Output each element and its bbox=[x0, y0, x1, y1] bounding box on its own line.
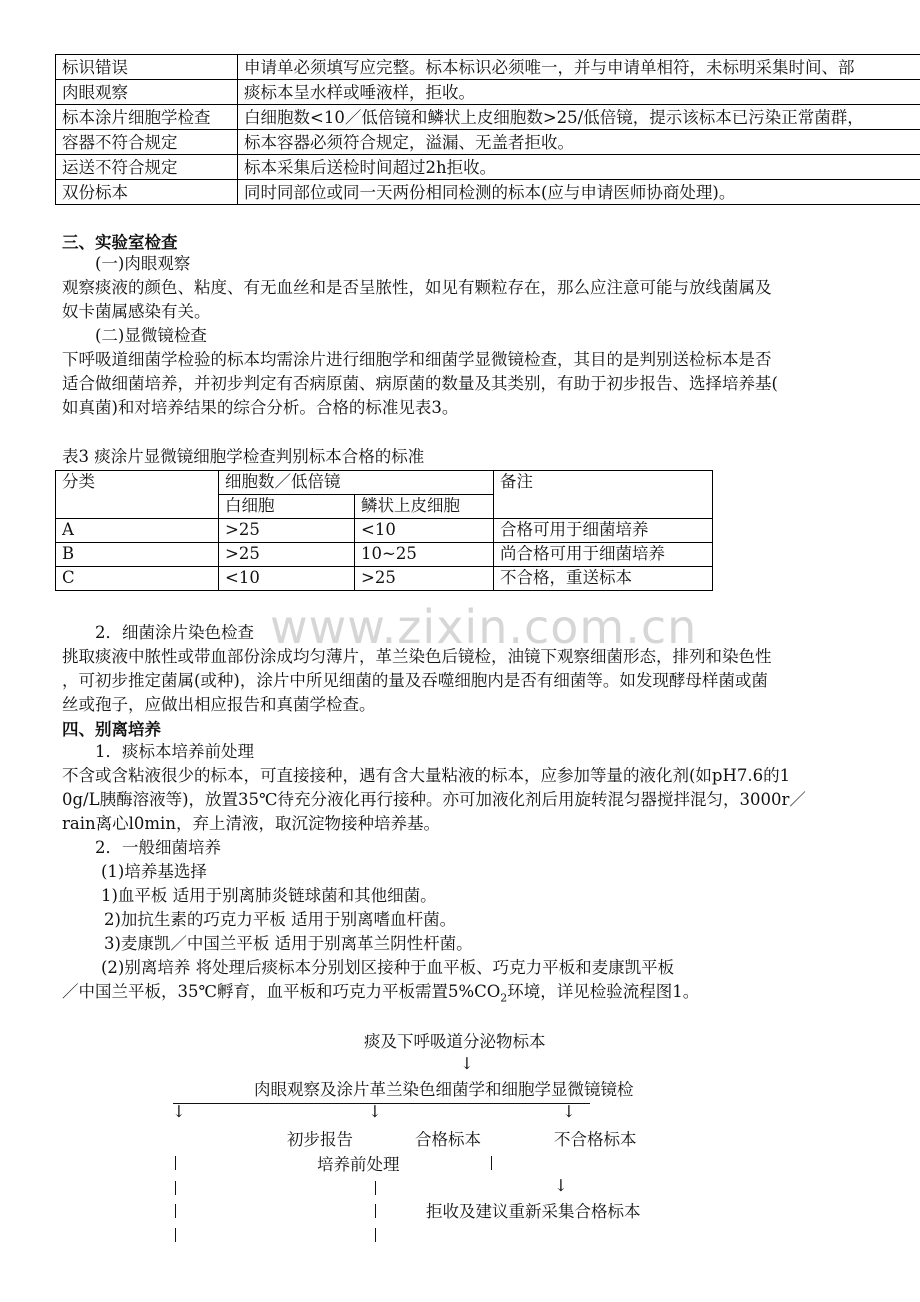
flow-node-specimen: 痰及下呼吸道分泌物标本 bbox=[364, 1032, 546, 1051]
criterion-name: 运送不符合规定 bbox=[56, 155, 238, 180]
flow-node-microscopy: 肉眼观察及涂片革兰染色细菌学和细胞学显微镜镜检 bbox=[254, 1080, 634, 1099]
paragraph-line: 0g/L胰酶溶液等)，放置35℃待充分液化再行接种。亦可加液化剂后用旋转混匀器搅拌混匀，3000r／ bbox=[62, 790, 806, 809]
subscript: 2 bbox=[500, 991, 508, 1005]
paragraph-line: 不含或含粘液很少的标本，可直接接种，遇有含大量粘液的标本，应参加等量的液化剂(如pH7.6的1 bbox=[62, 766, 791, 785]
paragraph-line: 如真菌)和对培养结果的综合分析。合格的标准见表3。 bbox=[62, 398, 459, 417]
flow-connector bbox=[175, 1204, 176, 1218]
table-row bbox=[56, 80, 920, 105]
note-cell: 合格可用于细菌培养 bbox=[494, 519, 713, 543]
criterion-name: 双份标本 bbox=[56, 180, 238, 205]
paragraph-line: 奴卡菌属感染有关。 bbox=[62, 302, 211, 321]
criterion-description: 白细胞数<10／低倍镜和鳞状上皮细胞数>25/低倍镜，提示该标本已污染正常菌群， bbox=[238, 105, 920, 130]
subheading-media-selection: (1)培养基选择 bbox=[101, 862, 207, 881]
table-row bbox=[56, 130, 920, 155]
flow-node-qualified: 合格标本 bbox=[415, 1130, 481, 1149]
paragraph-line: 丝或孢子，应做出相应报告和真菌学检查。 bbox=[62, 695, 376, 714]
watermark: www.zixin.com.cn bbox=[270, 600, 698, 654]
flow-connector bbox=[491, 1156, 492, 1170]
paragraph-line: (2)别离培养 将处理后痰标本分别划区接种于血平板、巧克力平板和麦康凯平板 bbox=[101, 958, 675, 977]
subheading-pretreatment: 1．痰标本培养前处理 bbox=[95, 742, 254, 761]
paragraph-line: rain离心l0min，弃上清液，取沉淀物接种培养基。 bbox=[62, 814, 440, 833]
table-row bbox=[56, 543, 713, 567]
text-run: 环境，详见检验流程图1。 bbox=[507, 982, 700, 1001]
medium-item-macconkey-plate: 3)麦康凯／中国兰平板 适用于别离革兰阴性杆菌。 bbox=[104, 934, 473, 953]
flow-arrow: ↓ bbox=[460, 1054, 474, 1073]
flow-node-reject: 拒收及建议重新采集合格标本 bbox=[426, 1202, 641, 1221]
criterion-description: 标本容器必须符合规定，溢漏、无盖者拒收。 bbox=[238, 130, 920, 155]
rejection-criteria-table bbox=[55, 54, 920, 205]
table-row bbox=[56, 155, 920, 180]
medium-item-chocolate-plate: 2)加抗生素的巧克力平板 适用于别离嗜血杆菌。 bbox=[104, 910, 457, 929]
note-cell: 尚合格可用于细菌培养 bbox=[494, 543, 713, 567]
criterion-description: 申请单必须填写应完整。标本标识必须唯一，并与申请单相符，未标明采集时间、部 bbox=[238, 55, 920, 80]
criterion-description: 痰标本呈水样或唾液样，拒收。 bbox=[238, 80, 920, 105]
header-note: 备注 bbox=[494, 471, 713, 519]
section-4-heading: 四、别离培养 bbox=[62, 720, 161, 739]
flow-connector bbox=[175, 1228, 176, 1242]
wbc-cell: >25 bbox=[219, 543, 355, 567]
table-row bbox=[56, 105, 920, 130]
text-run: ／中国兰平板，35℃孵育，血平板和巧克力平板需置5%CO bbox=[62, 982, 501, 1001]
flow-arrow: ↓ bbox=[368, 1102, 382, 1121]
flow-arrow: ↓ bbox=[554, 1176, 568, 1195]
paragraph-line bbox=[62, 980, 699, 1010]
subheading-microscopy: (二)显微镜检查 bbox=[95, 326, 207, 345]
epithelial-cell: <10 bbox=[355, 519, 494, 543]
paragraph-line: ，可初步推定菌属(或种)，涂片中所见细菌的量及吞噬细胞内是否有细菌等。如发现酵母样菌或菌 bbox=[62, 671, 768, 690]
table-row bbox=[56, 55, 920, 80]
class-cell: B bbox=[56, 543, 219, 567]
epithelial-cell: >25 bbox=[355, 567, 494, 591]
epithelial-cell: 10~25 bbox=[355, 543, 494, 567]
wbc-cell: >25 bbox=[219, 519, 355, 543]
criterion-description: 同时同部位或同一天两份相同检测的标本(应与申请医师协商处理)。 bbox=[238, 180, 920, 205]
class-cell: C bbox=[56, 567, 219, 591]
table-row bbox=[56, 180, 920, 205]
flow-connector bbox=[375, 1204, 376, 1218]
header-class: 分类 bbox=[56, 471, 219, 519]
class-cell: A bbox=[56, 519, 219, 543]
subheading-gram-stain: 2．细菌涂片染色检查 bbox=[95, 623, 254, 642]
wbc-cell: <10 bbox=[219, 567, 355, 591]
paragraph-line: 观察痰液的颜色、粘度、有无血丝和是否呈脓性，如见有颗粒存在，那么应注意可能与放线菌属及 bbox=[62, 278, 772, 297]
paragraph-line: 下呼吸道细菌学检验的标本均需涂片进行细胞学和细菌学显微镜检查，其目的是判别送检标本是否 bbox=[62, 350, 772, 369]
criterion-name: 肉眼观察 bbox=[56, 80, 238, 105]
flow-node-pretreatment: 培养前处理 bbox=[317, 1155, 400, 1174]
header-wbc: 白细胞 bbox=[219, 495, 355, 519]
subheading-macroscopic: (一)肉眼观察 bbox=[95, 254, 191, 273]
criterion-name: 标识错误 bbox=[56, 55, 238, 80]
note-cell: 不合格，重送标本 bbox=[494, 567, 713, 591]
flow-connector bbox=[375, 1228, 376, 1242]
subheading-general-culture: 2．一般细菌培养 bbox=[95, 838, 221, 857]
flow-connector bbox=[175, 1181, 176, 1195]
paragraph-line: 挑取痰液中脓性或带血部份涂成均匀薄片，革兰染色后镜检，油镜下观察细菌形态，排列和染色性 bbox=[62, 647, 772, 666]
table-row bbox=[56, 567, 713, 591]
flow-connector bbox=[375, 1181, 376, 1195]
flow-node-unqualified: 不合格标本 bbox=[554, 1130, 637, 1149]
medium-item-blood-plate: 1)血平板 适用于别离肺炎链球菌和其他细菌。 bbox=[101, 886, 437, 905]
criterion-description: 标本采集后送检时间超过2h拒收。 bbox=[238, 155, 920, 180]
flow-node-preliminary-report: 初步报告 bbox=[287, 1130, 353, 1149]
sputum-smear-criteria-table bbox=[55, 470, 713, 591]
header-cell-count: 细胞数／低倍镜 bbox=[219, 471, 494, 495]
flow-connector bbox=[175, 1156, 176, 1170]
flow-arrow: ↓ bbox=[172, 1102, 186, 1121]
table-row bbox=[56, 519, 713, 543]
section-3-heading: 三、实验室检查 bbox=[62, 233, 178, 252]
criterion-name: 容器不符合规定 bbox=[56, 130, 238, 155]
criterion-name: 标本涂片细胞学检查 bbox=[56, 105, 238, 130]
header-epithelial: 鳞状上皮细胞 bbox=[355, 495, 494, 519]
table3-caption: 表3 痰涂片显微镜细胞学检查判别标本合格的标准 bbox=[62, 447, 425, 466]
flow-arrow: ↓ bbox=[562, 1102, 576, 1121]
paragraph-line: 适合做细菌培养，并初步判定有否病原菌、病原菌的数量及其类别，有助于初步报告、选择培养基( bbox=[62, 374, 778, 393]
